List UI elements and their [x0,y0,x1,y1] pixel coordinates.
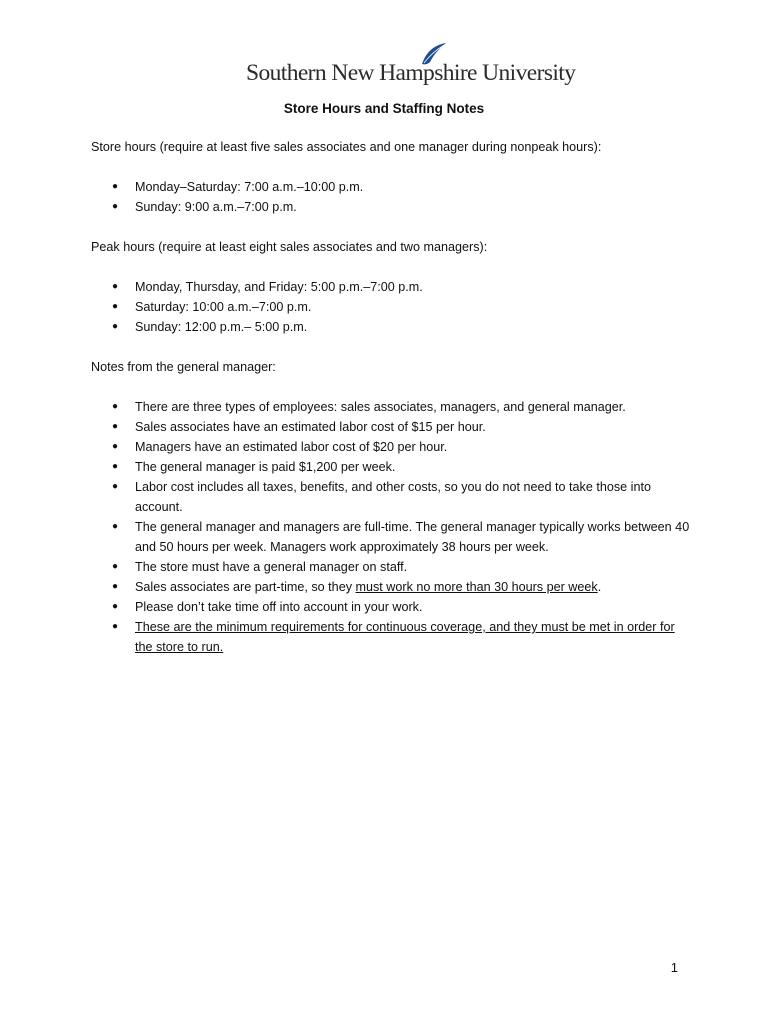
document-body [91,137,691,677]
list-item: ● Labor cost includes all taxes, benefits, and other costs, so you do not need to take those into account. [112,480,651,514]
list-item: ● Sunday: 9:00 a.m.–7:00 p.m. [112,200,297,214]
list-item-requirement: ● These are the minimum requirements for continuous coverage, and they must be met in order for the store to run. [112,620,675,654]
manager-notes-heading: Notes from the general manager: [91,360,276,374]
peak-hours-heading: Peak hours (require at least eight sales associates and two managers): [91,240,488,254]
document-title: Store Hours and Staffing Notes [283,101,485,116]
list-item: ● Saturday: 10:00 a.m.–7:00 p.m. [112,300,312,314]
logo-text: Southern New Hampshire University [246,60,576,86]
list-item: ● Monday, Thursday, and Friday: 5:00 p.m.–7:00 p.m. [112,280,423,294]
list-item: ● The general manager is paid $1,200 per week. [112,460,396,474]
peak-hours-list [91,277,691,337]
university-logo [246,42,576,92]
list-item: ● There are three types of employees: sales associates, managers, and general manager. [112,400,626,414]
list-item: ● Sunday: 12:00 p.m.– 5:00 p.m. [112,320,308,334]
page-number: 1 [670,960,678,975]
store-hours-heading: Store hours (require at least five sales associates and one manager during nonpeak hours): [91,140,602,154]
store-hours-list [91,177,691,217]
list-item: ● Sales associates have an estimated labor cost of $15 per hour. [112,420,486,434]
manager-notes-list [91,397,691,657]
list-item: ● Managers have an estimated labor cost of $20 per hour. [112,440,448,454]
list-item-part-time: ● Sales associates are part-time, so they must work no more than 30 hours per week. [112,580,602,594]
list-item: ● The store must have a general manager on staff. [112,560,408,574]
underlined-limit: must work no more than 30 hours per week [355,580,598,594]
list-item: ● Monday–Saturday: 7:00 a.m.–10:00 p.m. [112,180,364,194]
list-item: ● The general manager and managers are full-time. The general manager typically works between 40 and 50 hours per week. Managers work approximately 38 hours per week. [112,520,690,554]
list-item: ● Please don’t take time off into account in your work. [112,600,423,614]
